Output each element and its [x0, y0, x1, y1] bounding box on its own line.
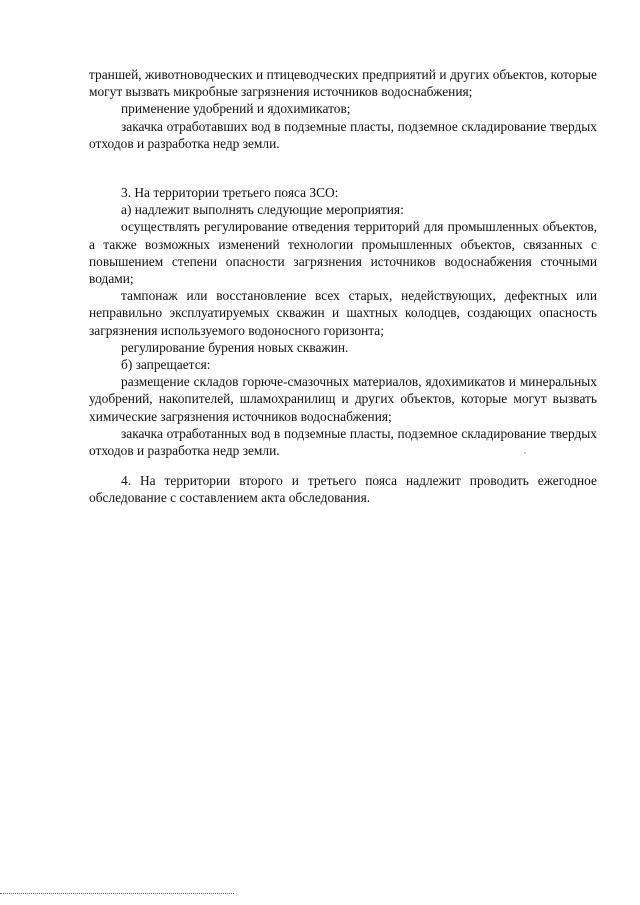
section-4 [89, 472, 597, 506]
paragraph: закачка отработавших вод в подземные пласты, подземное складирование твердых отходов и разработка недр земли. [89, 118, 597, 151]
subheading-prohibited: б) запрещается: [121, 357, 211, 373]
scan-speck [524, 452, 526, 454]
paragraph: тампонаж или восстановление всех старых, недействующих, дефектных или неправильно эксплуатируемых скважин и шахтных колодцев, создающих опасность загрязнения используемого водоносного горизонта; [89, 288, 597, 338]
paragraph: траншей, животноводческих и птицеводческих предприятий и других объектов, которые могут вызвать микробные загрязнения источников водоснабжения; [89, 67, 597, 100]
paragraph: 4. На территории второго и третьего пояса надлежит проводить ежегодное обследование с составлением акта обследования. [89, 473, 597, 506]
subheading-required: а) надлежит выполнять следующие мероприятия: [121, 202, 404, 218]
paragraph: размещение складов горюче-смазочных материалов, ядохимикатов и минеральных удобрений, накопителей, шламохранилищ и других объектов, которые могут вызвать химические загрязнения источников водоснабжения; [89, 374, 597, 424]
paragraph: закачка отработанных вод в подземные пласты, подземное складирование твердых отходов и разработка недр земли. [89, 425, 597, 459]
section-3 [89, 184, 597, 459]
paragraph: регулирование бурения новых скважин. [121, 339, 349, 355]
text-block-first [89, 66, 597, 152]
paragraph: применение удобрений и ядохимикатов; [121, 101, 351, 117]
paragraph: осуществлять регулирование отведения территорий для промышленных объектов, а также возможных изменений технологии промышленных объектов, связанных с повышением степени опасности загрязнения источников водоснабжения сточными водами; [89, 219, 597, 287]
bottom-dotted-line [0, 893, 234, 894]
section-heading: 3. На территории третьего пояса ЗСО: [121, 185, 339, 200]
